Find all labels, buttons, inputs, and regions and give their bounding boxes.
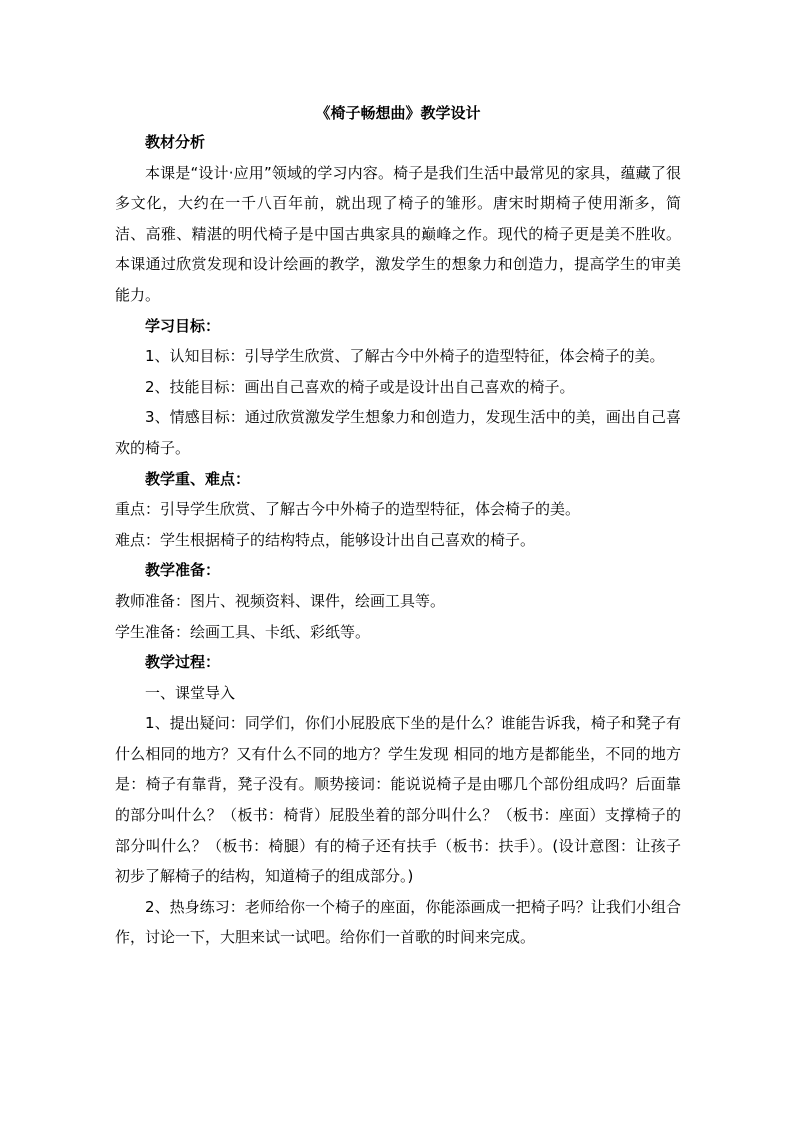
objective-item-emotion: 3、情感目标：通过欣赏激发学生想象力和创造力，发现生活中的美，画出自己喜欢的椅子。 — [115, 408, 681, 457]
key-points-heading: 教学重、难点： — [145, 469, 251, 488]
process-item-question: 1、提出疑问：同学们，你们小屁股底下坐的是什么？谁能告诉我，椅子和凳子有什么相同的地方？又有什么不同的地方？学生发现 相同的地方是都能坐，不同的地方是：椅子有靠背，凳子没有。顺势接词：能说说椅子是由哪几个部份组成吗？后面靠的部分叫什么？（板书：椅背）屁股坐着的部分叫什么？（板书：座面）支撑椅子的部分叫什么？（板书：椅腿）有的椅子还有扶手（板书：扶手）。(设计意图：让孩子初步了解椅子的结构，知道椅子的组成部分。) — [115, 714, 681, 886]
preparation-student: 学生准备：绘画工具、卡纸、彩纸等。 — [115, 622, 371, 641]
process-step-intro: 一、课堂导入 — [145, 683, 236, 702]
document-title: 《椅子畅想曲》教学设计 — [315, 104, 481, 122]
document-body — [115, 99, 681, 953]
process-heading: 教学过程： — [145, 653, 221, 672]
materials-paragraph: 本课是“设计·应用”领域的学习内容。椅子是我们生活中最常见的家具，蕴藏了很多文化，大约在一千八百年前，就出现了椅子的雏形。唐宋时期椅子使用渐多，简洁、高雅、精湛的明代椅子是中国古典家具的巅峰之作。现代的椅子更是美不胜收。本课通过欣赏发现和设计绘画的教学，激发学生的想象力和创造力，提高学生的审美能力。 — [115, 163, 681, 304]
objective-item-cognitive: 1、认知目标：引导学生欣赏、了解古今中外椅子的造型特征，体会椅子的美。 — [145, 347, 665, 366]
materials-heading: 教材分析 — [145, 133, 206, 151]
objective-item-skill: 2、技能目标：画出自己喜欢的椅子或是设计出自己喜欢的椅子。 — [145, 377, 575, 396]
key-point-difficulty: 难点：学生根据椅子的结构特点，能够设计出自己喜欢的椅子。 — [115, 530, 536, 549]
objectives-heading: 学习目标： — [145, 316, 221, 335]
key-point-focus: 重点：引导学生欣赏、了解古今中外椅子的造型特征，体会椅子的美。 — [115, 500, 581, 519]
preparation-heading: 教学准备： — [145, 561, 221, 580]
process-item-warmup: 2、热身练习：老师给你一个椅子的座面，你能添画成一把椅子吗？让我们小组合作，讨论一下，大胆来试一试吧。给你们一首歌的时间来完成。 — [115, 897, 681, 947]
preparation-teacher: 教师准备：图片、视频资料、课件，绘画工具等。 — [115, 591, 446, 610]
